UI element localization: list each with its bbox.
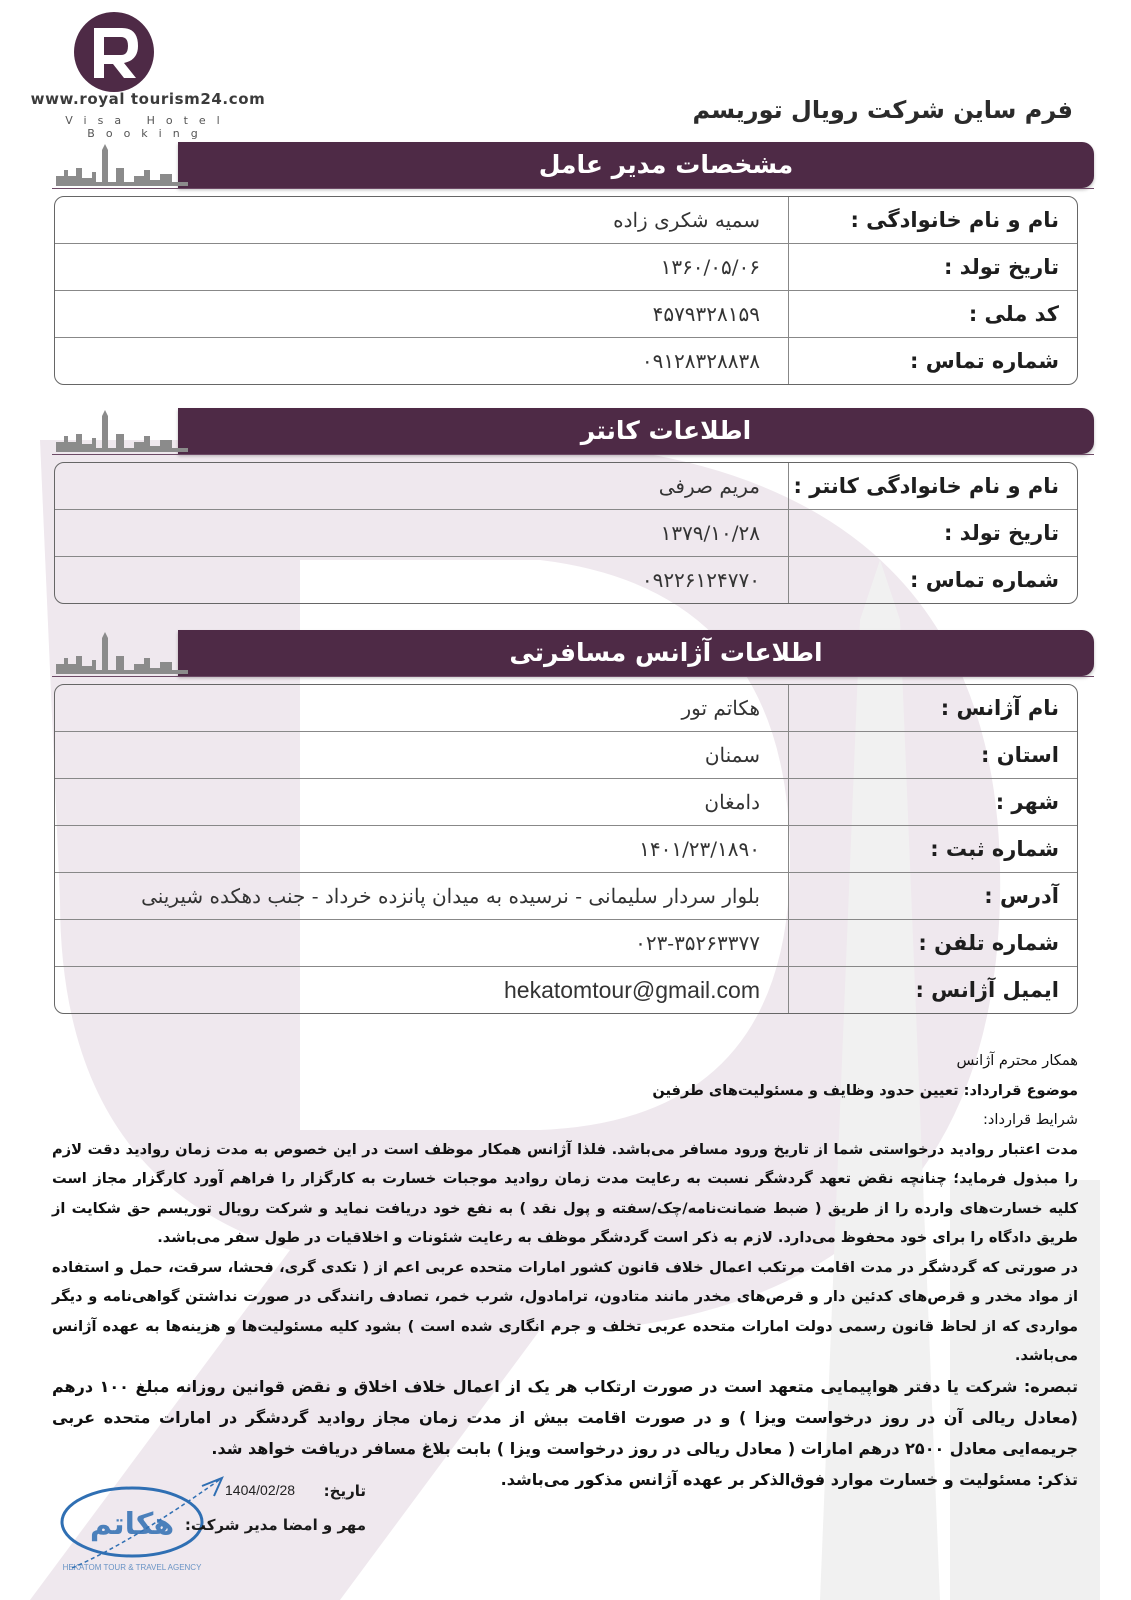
- row-label: نام و نام خانوادگی :: [788, 197, 1077, 244]
- section-header-counter: [178, 408, 1094, 454]
- row-value: بلوار سردار سلیمانی - نرسیده به میدان پانزده خرداد - جنب دهکده شیرینی: [55, 873, 788, 920]
- table-row: [55, 732, 1077, 779]
- form-title: فرم ساین شرکت رویال توریسم: [692, 96, 1073, 124]
- agency-email: hekatomtour@gmail.com: [504, 976, 760, 1003]
- contract-body: [52, 1046, 1078, 1495]
- row-value: سمنان: [55, 732, 788, 779]
- table-row: [55, 197, 1077, 244]
- table-row: [55, 244, 1077, 291]
- section-title: اطلاعات آژانس مسافرتی: [509, 638, 823, 667]
- greeting: همکار محترم آژانس: [956, 1052, 1078, 1069]
- row-label: نام آژانس :: [788, 685, 1077, 732]
- row-value: سمیه شکری زاده: [55, 197, 788, 244]
- condition-paragraph: مدت اعتبار روادید درخواستی شما از تاریخ ورود مسافر می‌باشد. فلذا آژانس همکار موظف است در این خصوص به مدت زمان روادید دقت لازم را مبذول فرماید؛ چنانچه نقض تعهد گردشگر نسبت به رعایت مدت زمان روادید موجبات خسارت به کارگزار را فراهم آورد کارگزار مجاز است کلیه خسارت‌های وارده را از طریق ( ضبط ضمانت‌نامه/چک/سفته و پول نقد ) به نفع خود دریافت نماید و شرکت رویال توریسم حق شکایت از طریق دادگاه را برای خود محفوظ می‌دارد. لازم به ذکر است گردشگر موظف به رعایت شئونات و اخلاقیات در طول سفر می‌باشد.: [52, 1140, 1078, 1246]
- row-label: آدرس :: [788, 873, 1077, 920]
- section-header-agency: [178, 630, 1094, 676]
- table-row: [55, 338, 1077, 384]
- royal-r-logo-icon: [18, 6, 278, 96]
- table-row: [55, 779, 1077, 826]
- skyline-icon: [52, 630, 192, 676]
- stamp-subtext: HEKATOM TOUR & TRAVEL AGENCY: [62, 1563, 202, 1572]
- table-row: [55, 557, 1077, 603]
- row-label: شماره ثبت :: [788, 826, 1077, 873]
- section-title: اطلاعات کانتر: [580, 416, 752, 445]
- manager-table: [54, 196, 1078, 385]
- section-header-manager: [178, 142, 1094, 188]
- row-label: شماره تلفن :: [788, 920, 1077, 967]
- divider: [52, 188, 1094, 189]
- signature-block: [50, 1472, 370, 1592]
- row-value: ۱۴۰۱/۲۳/۱۸۹۰: [55, 826, 788, 873]
- skyline-icon: [52, 142, 192, 188]
- row-value: ۱۳۶۰/۰۵/۰۶: [55, 244, 788, 291]
- section-title: مشخصات مدیر عامل: [538, 150, 794, 179]
- table-row: [55, 873, 1077, 920]
- row-value: ۰۹۱۲۸۳۲۸۸۳۸: [641, 349, 760, 373]
- table-row: [55, 920, 1077, 967]
- row-label: شهر :: [788, 779, 1077, 826]
- counter-table: [54, 462, 1078, 604]
- row-value: ۰۲۳-۳۵۲۶۳۳۷۷: [55, 920, 788, 967]
- table-row: [55, 967, 1077, 1013]
- logo-website: www.royal tourism24.com: [30, 90, 266, 108]
- divider: [52, 676, 1094, 677]
- row-label: شماره تماس :: [788, 338, 1077, 384]
- date-label: تاریخ:: [323, 1482, 366, 1500]
- row-label: کد ملی :: [788, 291, 1077, 338]
- table-row: [55, 291, 1077, 338]
- row-value: ۱۳۷۹/۱۰/۲۸: [55, 510, 788, 557]
- reminder-paragraph: تذکر: مسئولیت و خسارت موارد فوق‌الذکر بر عهده آژانس مذکور می‌باشد.: [500, 1469, 1078, 1489]
- table-row: [55, 685, 1077, 732]
- row-value: ۰۹۲۲۶۱۲۴۷۷۰: [641, 568, 760, 592]
- row-value: ۴۵۷۹۳۲۸۱۵۹: [55, 291, 788, 338]
- row-label: تاریخ تولد :: [788, 244, 1077, 291]
- divider: [52, 454, 1094, 455]
- row-label: استان :: [788, 732, 1077, 779]
- stamp-logo-text: هکاتم: [89, 1507, 175, 1542]
- logo-tagline: Visa Hotel Booking: [65, 114, 231, 140]
- row-value: دامغان: [55, 779, 788, 826]
- table-row: [55, 510, 1077, 557]
- stamp-label: مهر و امضا مدیر شرکت:: [184, 1516, 366, 1534]
- row-label: ایمیل آژانس :: [788, 967, 1077, 1013]
- row-label: شماره تماس :: [788, 557, 1077, 603]
- conditions-label: شرایط قرارداد:: [983, 1111, 1078, 1128]
- condition-paragraph: در صورتی که گردشگر در مدت اقامت مرتکب اعمال خلاف قانون کشور امارات متحده عربی اعم از ( تکدی گری، فحشا، سرقت، حمل و استفاده از مواد مخدر و قرص‌های کدئین دار و قرص‌های مخدر مانند متادون، ترامادول، شرب خمر، تصادف رانندگی در صورت نداشتن گواهی‌نامه و دیگر مواردی که از لحاظ قانون رسمی دولت امارات متحده عربی تخلف و جرم انگاری شده است ) بشود کلیه مسئولیت‌ها و هزینه‌ها به عهده آژانس می‌باشد.: [52, 1258, 1078, 1364]
- row-label: تاریخ تولد :: [788, 510, 1077, 557]
- skyline-icon: [52, 408, 192, 454]
- row-value: هکاتم تور: [55, 685, 788, 732]
- contract-subject: موضوع قرارداد: تعیین حدود وظایف و مسئولیت‌های طرفین: [652, 1081, 1078, 1099]
- note-paragraph: تبصره: شرکت یا دفتر هواپیمایی متعهد است در صورت ارتکاب هر یک از اعمال خلاف اخلاق و نقض قوانین روزانه مبلغ ۱۰۰ درهم (معادل ریالی آن در روز درخواست ویزا ) و در صورت اقامت بیش از مدت زمان مجاز روادید گردشگر در امارات متحده عربی جریمه‌ایی معادل ۲۵۰۰ درهم امارات ( معادل ریالی در روز درخواست ویزا ) بابت بلاغ مسافر دریافت خواهد شد.: [52, 1376, 1078, 1458]
- date-value: 1404/02/28: [225, 1482, 296, 1498]
- company-logo: [18, 6, 278, 140]
- row-label: نام و نام خانوادگی کانتر :: [788, 463, 1077, 510]
- row-value: مریم صرفی: [55, 463, 788, 510]
- table-row: [55, 463, 1077, 510]
- table-row: [55, 826, 1077, 873]
- agency-table: [54, 684, 1078, 1014]
